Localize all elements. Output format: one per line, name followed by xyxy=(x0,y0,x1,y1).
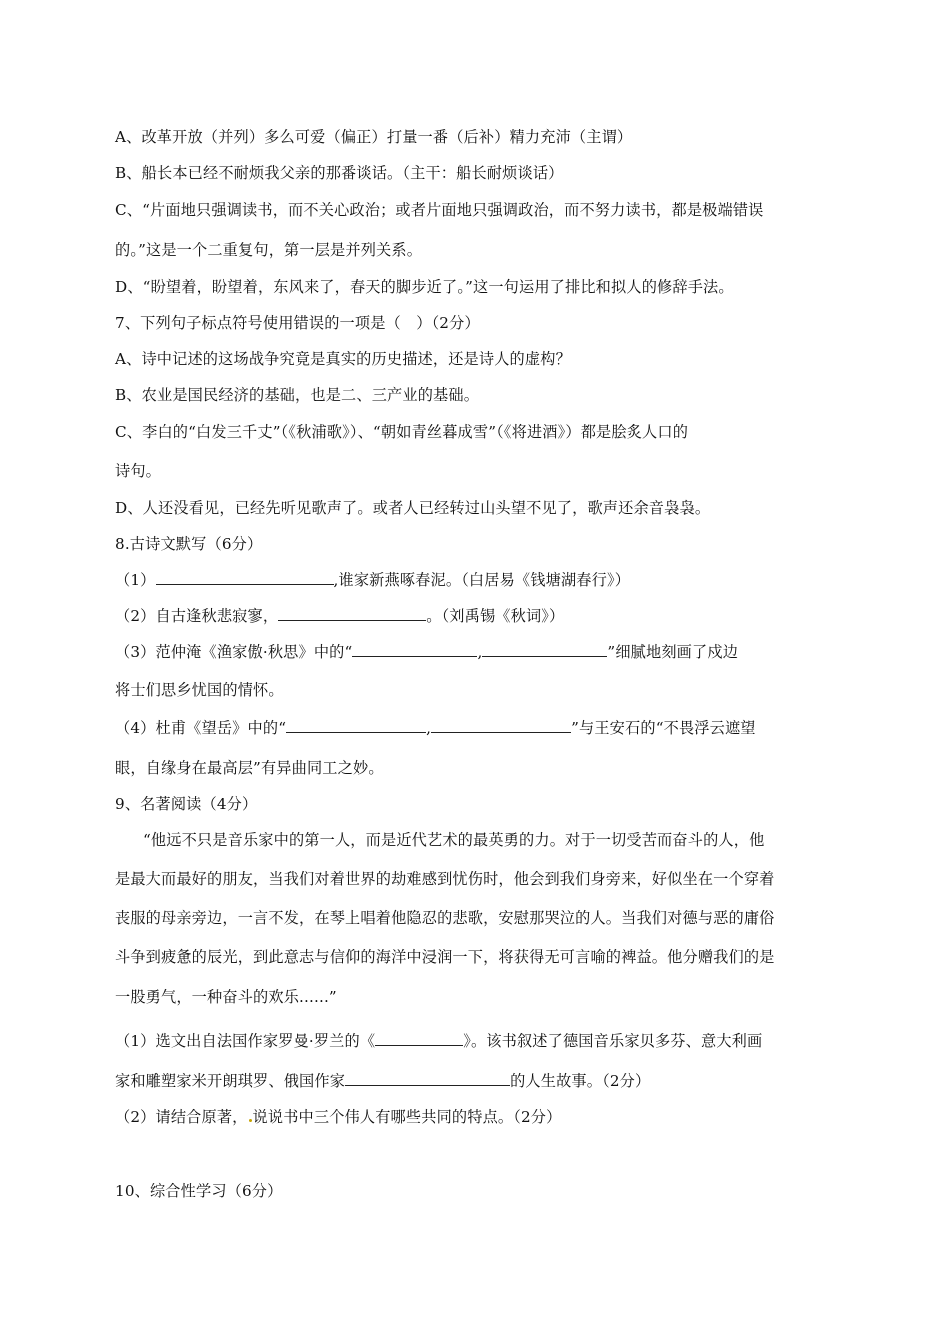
answer-blank[interactable] xyxy=(482,641,607,657)
q7-option-b: B、农业是国民经济的基础，也是二、三产业的基础。 xyxy=(115,386,480,404)
q7-option-c-line2: 诗句。 xyxy=(115,462,162,480)
q9-passage-line5: 一股勇气，一种奋斗的欢乐......” xyxy=(115,988,337,1006)
q8-item-1-suffix: ,谁家新燕啄春泥。（白居易《钱塘湖春行》） xyxy=(333,571,631,589)
q8-item-2-prefix: （2）自古逢秋悲寂寥， xyxy=(115,607,279,625)
answer-blank[interactable] xyxy=(345,1070,510,1086)
q8-item-4-comma: , xyxy=(426,719,432,737)
q9-passage-line4: 斗争到疲惫的辰光，到此意志与信仰的海洋中浸润一下，将获得无可言喻的裨益。他分赠我们的是 xyxy=(115,948,775,966)
q6-option-d: D、“盼望着，盼望着，东风来了，春天的脚步近了。”这一句运用了排比和拟人的修辞手法。 xyxy=(115,278,734,296)
answer-blank[interactable] xyxy=(431,717,571,733)
q8-item-3-suffix: ”细腻地刻画了戍边 xyxy=(607,643,739,661)
answer-blank[interactable] xyxy=(156,569,334,585)
q8-item-3 xyxy=(115,641,738,662)
q9-passage-line1: “他远不只是音乐家中的第一人，而是近代艺术的最英勇的力。对于一切受苦而奋斗的人，他 xyxy=(143,831,765,849)
q8-item-4-suffix: ”与王安石的“不畏浮云遮望 xyxy=(571,719,756,737)
q8-item-2-suffix: 。（刘禹锡《秋词》） xyxy=(426,607,565,625)
answer-blank[interactable] xyxy=(375,1030,463,1046)
answer-blank[interactable] xyxy=(286,717,426,733)
q8-item-1 xyxy=(115,569,630,590)
q9-sub-2 xyxy=(115,1107,561,1127)
q8-item-4-prefix: （4）杜甫《望岳》中的“ xyxy=(115,719,287,737)
q9-passage-line3: 丧服的母亲旁边，一言不发，在琴上唱着他隐忍的悲歌，安慰那哭泣的人。当我们对德与恶的庸俗 xyxy=(115,909,775,927)
q9-stem: 9、名著阅读（4分） xyxy=(115,795,258,813)
q9-sub-2-suffix: 说说书中三个伟人有哪些共同的特点。（2分） xyxy=(252,1108,562,1126)
q6-option-b: B、船长本已经不耐烦我父亲的那番谈话。（主干：船长耐烦谈话） xyxy=(115,164,564,182)
answer-blank[interactable] xyxy=(278,605,426,621)
q9-sub-1-continuation xyxy=(115,1070,650,1091)
q8-item-4 xyxy=(115,717,756,738)
q9-sub-1-suffix: 》。该书叙述了德国音乐家贝多芬、意大利画 xyxy=(463,1032,763,1050)
q9-sub-1 xyxy=(115,1030,762,1051)
q9-sub-1-prefix: （1）选文出自法国作家罗曼·罗兰的《 xyxy=(115,1032,376,1050)
q8-item-3-comma: , xyxy=(477,643,483,661)
q6-option-c-line2: 的。”这是一个二重复句，第一层是并列关系。 xyxy=(115,241,423,259)
q8-stem: 8.古诗文默写（6分） xyxy=(115,535,263,553)
q9-sub-1-cont-prefix: 家和雕塑家米开朗琪罗、俄国作家 xyxy=(115,1072,346,1090)
q8-item-3-prefix: （3）范仲淹《渔家傲·秋思》中的“ xyxy=(115,643,353,661)
q8-item-3-continuation: 将士们思乡忧国的情怀。 xyxy=(115,681,284,699)
q7-option-c-line1: C、李白的“白发三千丈”（《秋浦歌》）、“朝如青丝暮成雪”（《将进酒》）都是脍炙人口的 xyxy=(115,423,689,441)
q6-option-c-line1: C、“片面地只强调读书，而不关心政治；或者片面地只强调政治，而不努力读书，都是极端错误 xyxy=(115,201,764,219)
q9-sub-1-cont-suffix: 的人生故事。（2分） xyxy=(510,1072,651,1090)
q9-passage-line2: 是最大而最好的朋友，当我们对着世界的劫难感到忧伤时，他会到我们身旁来，好似坐在一个穿着 xyxy=(115,870,775,888)
answer-blank[interactable] xyxy=(352,641,477,657)
q10-stem: 10、综合性学习（6分） xyxy=(115,1182,283,1200)
q6-option-a: A、改革开放（并列）多么可爱（偏正）打量一番（后补）精力充沛（主谓） xyxy=(115,128,633,146)
q8-item-1-prefix: （1） xyxy=(115,571,156,589)
q7-option-d: D、人还没看见，已经先听见歌声了。或者人已经转过山头望不见了，歌声还余音袅袅。 xyxy=(115,499,711,517)
q7-option-a: A、诗中记述的这场战争究竟是真实的历史描述，还是诗人的虚构？ xyxy=(115,350,571,368)
q8-item-2 xyxy=(115,605,564,626)
q8-item-4-continuation: 眼，自缘身在最高层”有异曲同工之妙。 xyxy=(115,759,384,777)
q9-sub-2-prefix: （2）请结合原著， xyxy=(115,1108,248,1126)
yellow-dot-mark xyxy=(249,1119,252,1122)
q7-stem: 7、下列句子标点符号使用错误的一项是（ ）（2分） xyxy=(115,314,480,332)
